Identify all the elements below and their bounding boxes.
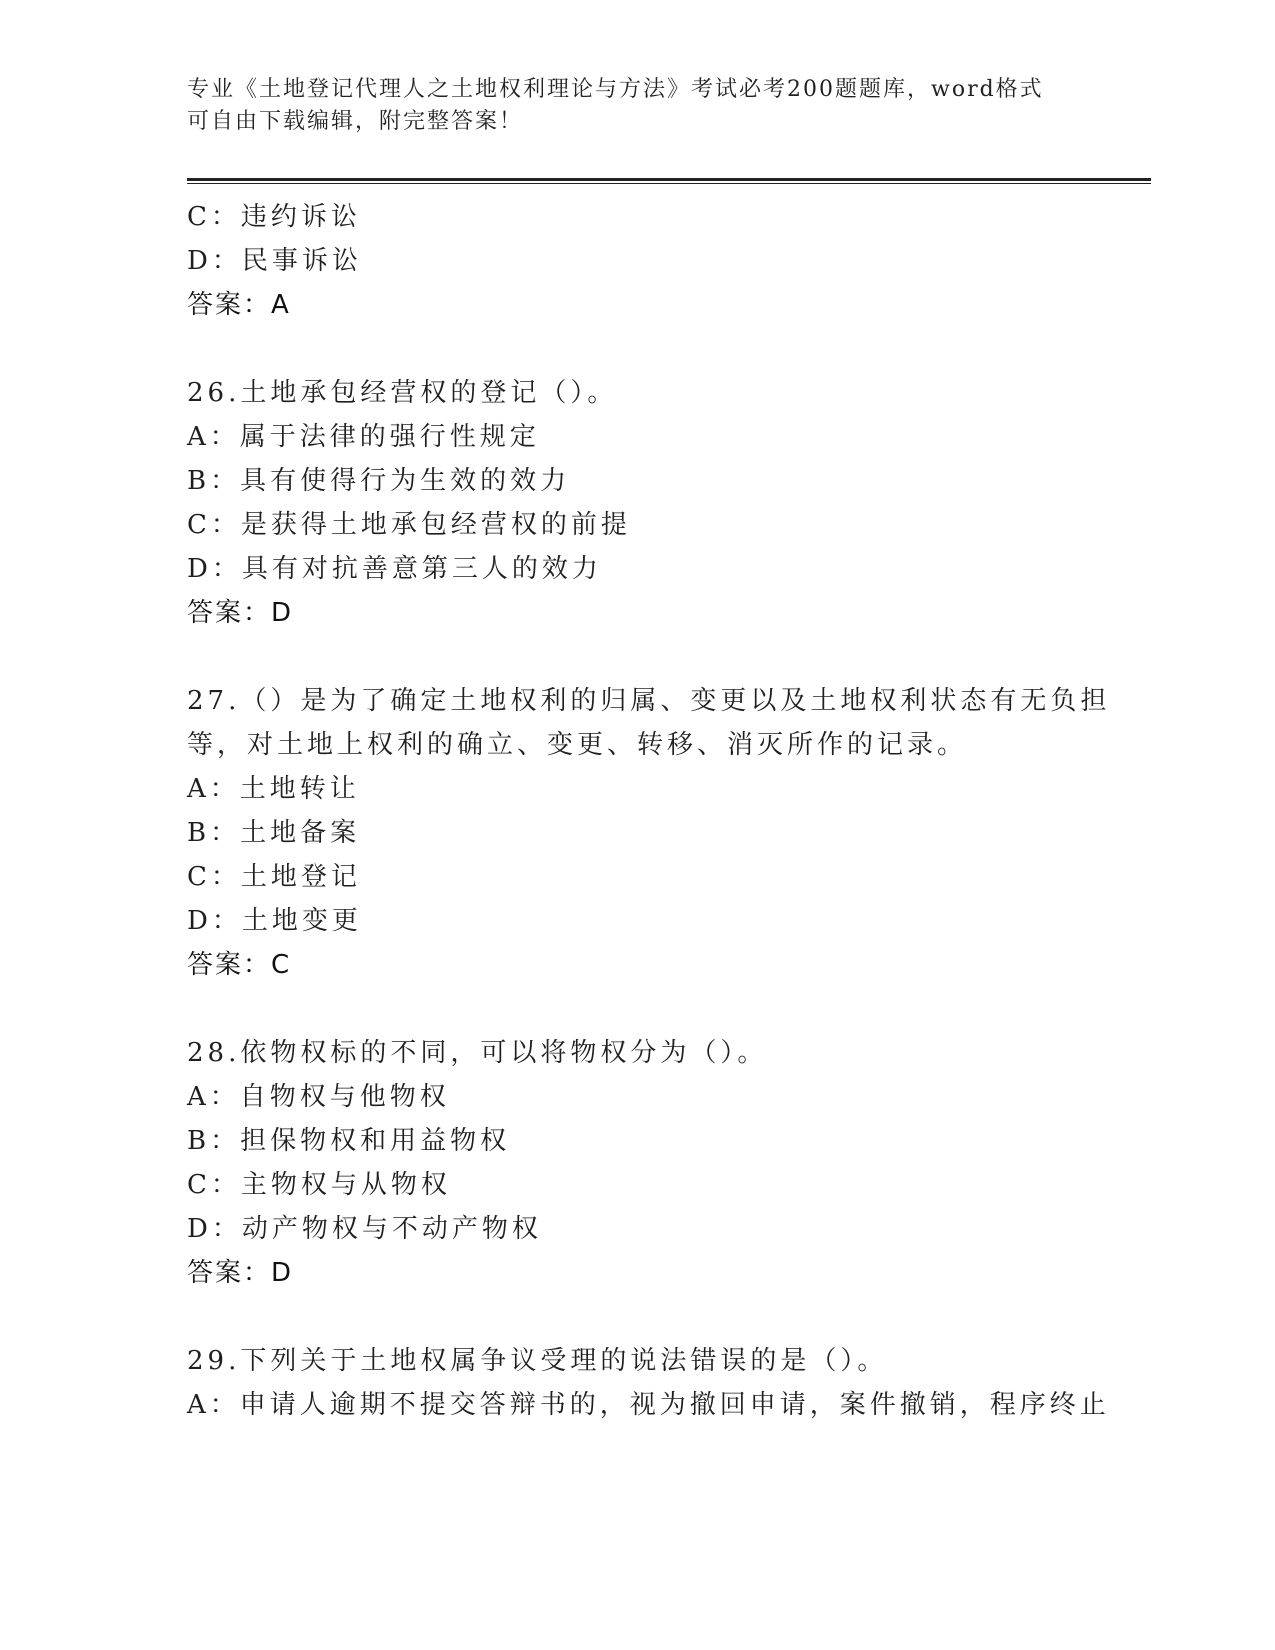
q27-option-b: B：土地备案 (187, 818, 361, 848)
q26-option-d: D：具有对抗善意第三人的效力 (187, 554, 602, 584)
answer-prev: 答案：A (187, 290, 291, 320)
q26-option-c: C：是获得土地承包经营权的前提 (187, 510, 631, 540)
document-header (187, 74, 1087, 138)
option-d-prev: D：民事诉讼 (187, 246, 362, 276)
q26-option-b: B：具有使得行为生效的效力 (187, 466, 571, 496)
q29-option-a: A：申请人逾期不提交答辩书的，视为撤回申请，案件撤销，程序终止 (187, 1390, 1110, 1420)
question-27-line-1: 27.（）是为了确定土地权利的归属、变更以及土地权利状态有无负担 (187, 686, 1111, 716)
q27-option-c: C：土地登记 (187, 862, 361, 892)
q28-option-c: C：主物权与从物权 (187, 1170, 451, 1200)
q27-option-d: D：土地变更 (187, 906, 362, 936)
question-27-line-2: 等，对土地上权利的确立、变更、转移、消灭所作的记录。 (187, 730, 968, 760)
header-line-2: 可自由下载编辑，附完整答案！ (187, 109, 524, 134)
q28-option-b: B：担保物权和用益物权 (187, 1126, 511, 1156)
header-line-1: 专业《土地登记代理人之土地权利理论与方法》考试必考200题题库，word格式 (187, 77, 1044, 102)
header-divider-thick (187, 178, 1151, 181)
question-26: 26.土地承包经营权的登记（）。 (187, 378, 618, 408)
header-divider-thin (187, 183, 1151, 184)
q26-answer: 答案：D (187, 598, 294, 628)
q28-answer: 答案：D (187, 1258, 294, 1288)
q28-option-d: D：动产物权与不动产物权 (187, 1214, 542, 1244)
q27-option-a: A：土地转让 (187, 774, 360, 804)
question-28: 28.依物权标的不同，可以将物权分为（）。 (187, 1038, 768, 1068)
option-c-prev: C：违约诉讼 (187, 202, 361, 232)
question-29: 29.下列关于土地权属争议受理的说法错误的是（）。 (187, 1346, 888, 1376)
q28-option-a: A：自物权与他物权 (187, 1082, 450, 1112)
q27-answer: 答案：C (187, 950, 292, 980)
q26-option-a: A：属于法律的强行性规定 (187, 422, 540, 452)
